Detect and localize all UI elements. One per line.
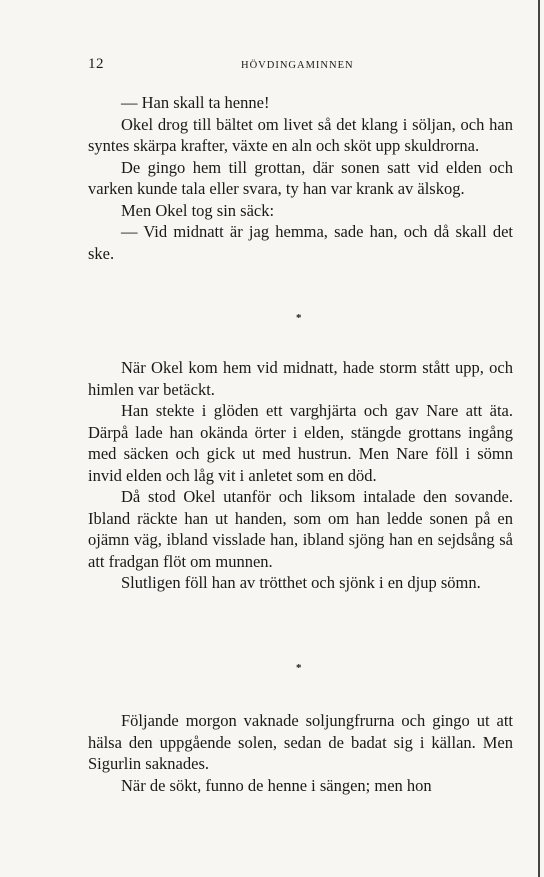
section-divider-asterisk: * — [296, 312, 302, 324]
paragraph: — Vid midnatt är jag hemma, sade han, och då skall det ske. — [88, 222, 513, 263]
paragraph: Han stekte i glöden ett varghjärta och gav Nare att äta. Därpå lade han okända örter i elden, stängde grottans ingång med säcken och gick ut med hustrun. Men Nare föll i sömn invid elden och låg vit i anletet som en död. — [88, 401, 513, 485]
text-section-1 — [88, 92, 513, 264]
paragraph: De gingo hem till grottan, där sonen satt vid elden och varken kunde tala eller svara, ty han var krank av älskog. — [88, 157, 513, 198]
text-section-2 — [88, 357, 513, 594]
section-divider-asterisk: * — [296, 662, 302, 674]
paragraph: Slutligen föll han av trötthet och sjönk i en djup sömn. — [121, 573, 481, 592]
paragraph: Följande morgon vaknade soljungfrurna och gingo ut att hälsa den uppgående solen, sedan de badat sig i källan. Men Sigurlin saknades. — [88, 711, 513, 773]
paragraph: — Han skall ta henne! — [121, 93, 270, 112]
running-head: HÖVDINGAMINNEN — [241, 60, 354, 71]
paragraph: När Okel kom hem vid midnatt, hade storm stått upp, och himlen var betäckt. — [88, 358, 513, 399]
paragraph: När de sökt, funno de henne i sängen; men hon — [121, 775, 432, 795]
paragraph: Då stod Okel utanför och liksom intalade den sovande. Ibland räckte han ut handen, som om han ledde sonen på en ojämn väg, ibland visslade han, ibland sjöng han en sejdsång så att fradgan flöt om munnen. — [88, 487, 513, 571]
text-section-3 — [88, 710, 513, 796]
page-edge — [538, 0, 540, 877]
paragraph: Men Okel tog sin säck: — [121, 200, 275, 220]
paragraph: Okel drog till bältet om livet så det klang i sölјan, och han syntes skärpa krafter, växte en aln och sköt upp skuldrorna. — [88, 114, 513, 155]
page-number: 12 — [88, 56, 104, 72]
